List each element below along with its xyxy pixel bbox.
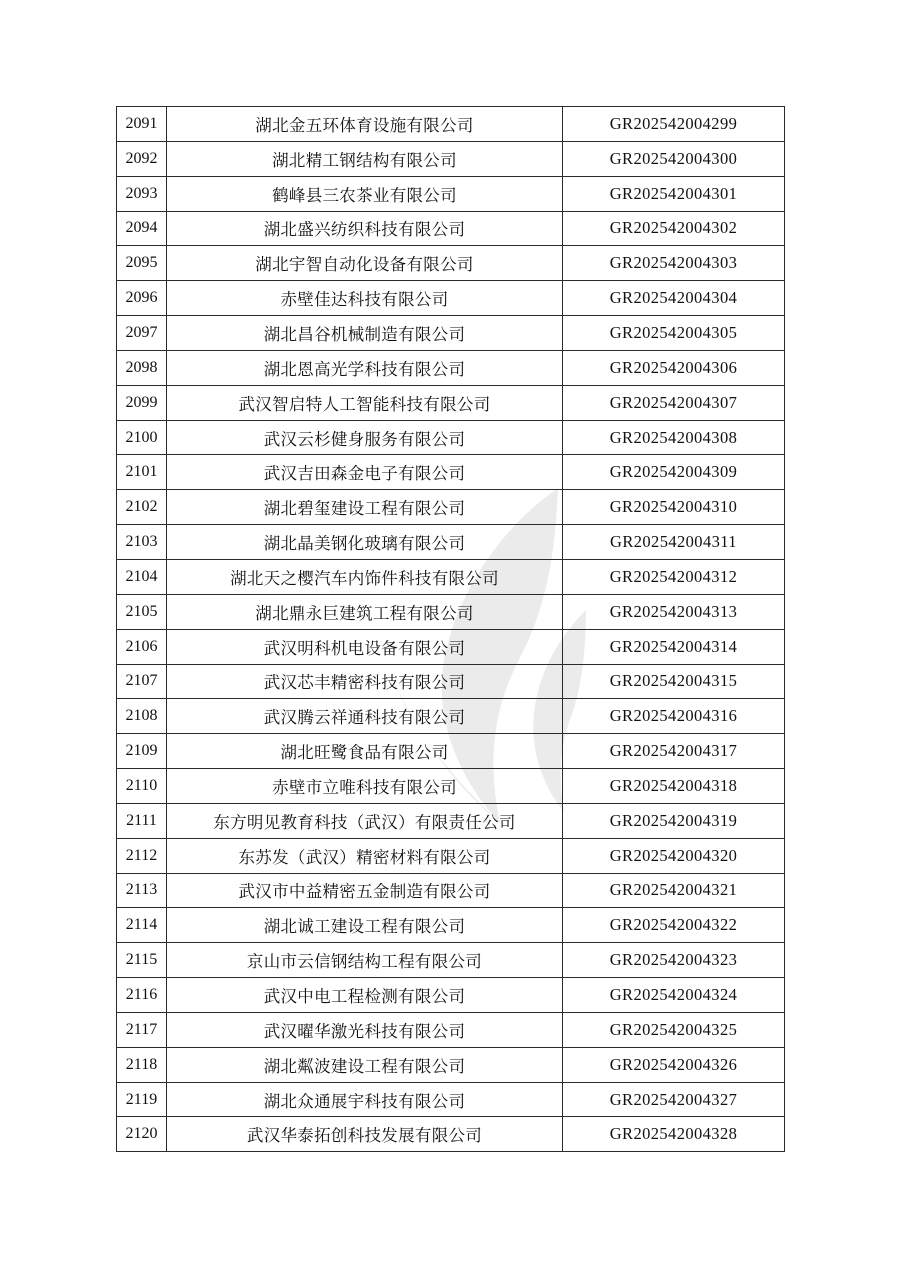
row-seq-number: 2095 — [117, 246, 167, 281]
row-company-name: 武汉智启特人工智能科技有限公司 — [167, 385, 563, 420]
row-seq-number: 2093 — [117, 176, 167, 211]
table-row — [117, 559, 785, 594]
row-certificate-number: GR202542004312 — [563, 559, 785, 594]
row-seq-number: 2118 — [117, 1047, 167, 1082]
table-row — [117, 1047, 785, 1082]
table-row — [117, 664, 785, 699]
row-seq-number: 2114 — [117, 908, 167, 943]
row-seq-number: 2113 — [117, 873, 167, 908]
table-row — [117, 350, 785, 385]
row-certificate-number: GR202542004318 — [563, 769, 785, 804]
row-company-name: 武汉腾云祥通科技有限公司 — [167, 699, 563, 734]
row-company-name: 武汉华泰拓创科技发展有限公司 — [167, 1117, 563, 1152]
row-seq-number: 2116 — [117, 978, 167, 1013]
row-certificate-number: GR202542004310 — [563, 490, 785, 525]
row-company-name: 武汉中电工程检测有限公司 — [167, 978, 563, 1013]
row-seq-number: 2105 — [117, 594, 167, 629]
row-seq-number: 2112 — [117, 838, 167, 873]
row-company-name: 湖北众通展宇科技有限公司 — [167, 1082, 563, 1117]
row-seq-number: 2120 — [117, 1117, 167, 1152]
table-row — [117, 943, 785, 978]
table-row — [117, 281, 785, 316]
table-row — [117, 594, 785, 629]
row-certificate-number: GR202542004302 — [563, 211, 785, 246]
table-row — [117, 316, 785, 351]
row-seq-number: 2108 — [117, 699, 167, 734]
table-row — [117, 873, 785, 908]
table-row — [117, 1082, 785, 1117]
row-certificate-number: GR202542004321 — [563, 873, 785, 908]
table-row — [117, 211, 785, 246]
row-company-name: 湖北粼波建设工程有限公司 — [167, 1047, 563, 1082]
row-certificate-number: GR202542004314 — [563, 629, 785, 664]
row-seq-number: 2106 — [117, 629, 167, 664]
row-company-name: 湖北诚工建设工程有限公司 — [167, 908, 563, 943]
row-certificate-number: GR202542004320 — [563, 838, 785, 873]
table-row — [117, 1012, 785, 1047]
row-certificate-number: GR202542004315 — [563, 664, 785, 699]
table-row — [117, 838, 785, 873]
row-company-name: 武汉云杉健身服务有限公司 — [167, 420, 563, 455]
table-row — [117, 455, 785, 490]
row-certificate-number: GR202542004305 — [563, 316, 785, 351]
row-company-name: 湖北晶美钢化玻璃有限公司 — [167, 525, 563, 560]
table-row — [117, 141, 785, 176]
row-certificate-number: GR202542004325 — [563, 1012, 785, 1047]
table-row — [117, 420, 785, 455]
row-seq-number: 2102 — [117, 490, 167, 525]
row-certificate-number: GR202542004328 — [563, 1117, 785, 1152]
row-certificate-number: GR202542004300 — [563, 141, 785, 176]
table-row — [117, 699, 785, 734]
row-certificate-number: GR202542004304 — [563, 281, 785, 316]
table-row — [117, 908, 785, 943]
row-company-name: 东苏发（武汉）精密材料有限公司 — [167, 838, 563, 873]
table-row — [117, 978, 785, 1013]
row-certificate-number: GR202542004313 — [563, 594, 785, 629]
row-seq-number: 2111 — [117, 803, 167, 838]
row-seq-number: 2117 — [117, 1012, 167, 1047]
row-certificate-number: GR202542004327 — [563, 1082, 785, 1117]
row-company-name: 湖北恩高光学科技有限公司 — [167, 350, 563, 385]
row-certificate-number: GR202542004319 — [563, 803, 785, 838]
table-row — [117, 769, 785, 804]
row-certificate-number: GR202542004308 — [563, 420, 785, 455]
row-seq-number: 2104 — [117, 559, 167, 594]
row-seq-number: 2092 — [117, 141, 167, 176]
row-certificate-number: GR202542004306 — [563, 350, 785, 385]
row-seq-number: 2097 — [117, 316, 167, 351]
row-certificate-number: GR202542004324 — [563, 978, 785, 1013]
row-company-name: 鹤峰县三农茶业有限公司 — [167, 176, 563, 211]
certificate-table — [116, 106, 785, 1152]
row-certificate-number: GR202542004317 — [563, 734, 785, 769]
certificate-table-body — [117, 107, 785, 1152]
row-certificate-number: GR202542004316 — [563, 699, 785, 734]
row-company-name: 武汉明科机电设备有限公司 — [167, 629, 563, 664]
row-seq-number: 2110 — [117, 769, 167, 804]
row-company-name: 武汉芯丰精密科技有限公司 — [167, 664, 563, 699]
row-seq-number: 2109 — [117, 734, 167, 769]
row-certificate-number: GR202542004299 — [563, 107, 785, 142]
row-seq-number: 2100 — [117, 420, 167, 455]
table-row — [117, 176, 785, 211]
row-company-name: 湖北金五环体育设施有限公司 — [167, 107, 563, 142]
row-seq-number: 2098 — [117, 350, 167, 385]
row-certificate-number: GR202542004301 — [563, 176, 785, 211]
row-company-name: 赤壁市立唯科技有限公司 — [167, 769, 563, 804]
row-certificate-number: GR202542004303 — [563, 246, 785, 281]
table-row — [117, 385, 785, 420]
table-row — [117, 490, 785, 525]
table-row — [117, 246, 785, 281]
row-seq-number: 2103 — [117, 525, 167, 560]
row-seq-number: 2107 — [117, 664, 167, 699]
row-company-name: 赤壁佳达科技有限公司 — [167, 281, 563, 316]
row-seq-number: 2115 — [117, 943, 167, 978]
row-certificate-number: GR202542004326 — [563, 1047, 785, 1082]
row-seq-number: 2119 — [117, 1082, 167, 1117]
row-certificate-number: GR202542004309 — [563, 455, 785, 490]
row-certificate-number: GR202542004307 — [563, 385, 785, 420]
row-seq-number: 2094 — [117, 211, 167, 246]
row-company-name: 湖北旺鹭食品有限公司 — [167, 734, 563, 769]
row-company-name: 武汉市中益精密五金制造有限公司 — [167, 873, 563, 908]
row-company-name: 湖北宇智自动化设备有限公司 — [167, 246, 563, 281]
row-company-name: 京山市云信钢结构工程有限公司 — [167, 943, 563, 978]
row-company-name: 湖北盛兴纺织科技有限公司 — [167, 211, 563, 246]
table-row — [117, 1117, 785, 1152]
row-seq-number: 2099 — [117, 385, 167, 420]
row-company-name: 湖北天之樱汽车内饰件科技有限公司 — [167, 559, 563, 594]
row-seq-number: 2091 — [117, 107, 167, 142]
row-company-name: 东方明见教育科技（武汉）有限责任公司 — [167, 803, 563, 838]
table-row — [117, 629, 785, 664]
row-company-name: 湖北精工钢结构有限公司 — [167, 141, 563, 176]
row-company-name: 武汉吉田森金电子有限公司 — [167, 455, 563, 490]
row-seq-number: 2101 — [117, 455, 167, 490]
row-company-name: 湖北碧玺建设工程有限公司 — [167, 490, 563, 525]
table-row — [117, 107, 785, 142]
row-company-name: 湖北昌谷机械制造有限公司 — [167, 316, 563, 351]
row-certificate-number: GR202542004323 — [563, 943, 785, 978]
row-company-name: 湖北鼎永巨建筑工程有限公司 — [167, 594, 563, 629]
table-row — [117, 803, 785, 838]
row-seq-number: 2096 — [117, 281, 167, 316]
row-certificate-number: GR202542004322 — [563, 908, 785, 943]
row-certificate-number: GR202542004311 — [563, 525, 785, 560]
table-row — [117, 525, 785, 560]
row-company-name: 武汉曜华激光科技有限公司 — [167, 1012, 563, 1047]
table-row — [117, 734, 785, 769]
